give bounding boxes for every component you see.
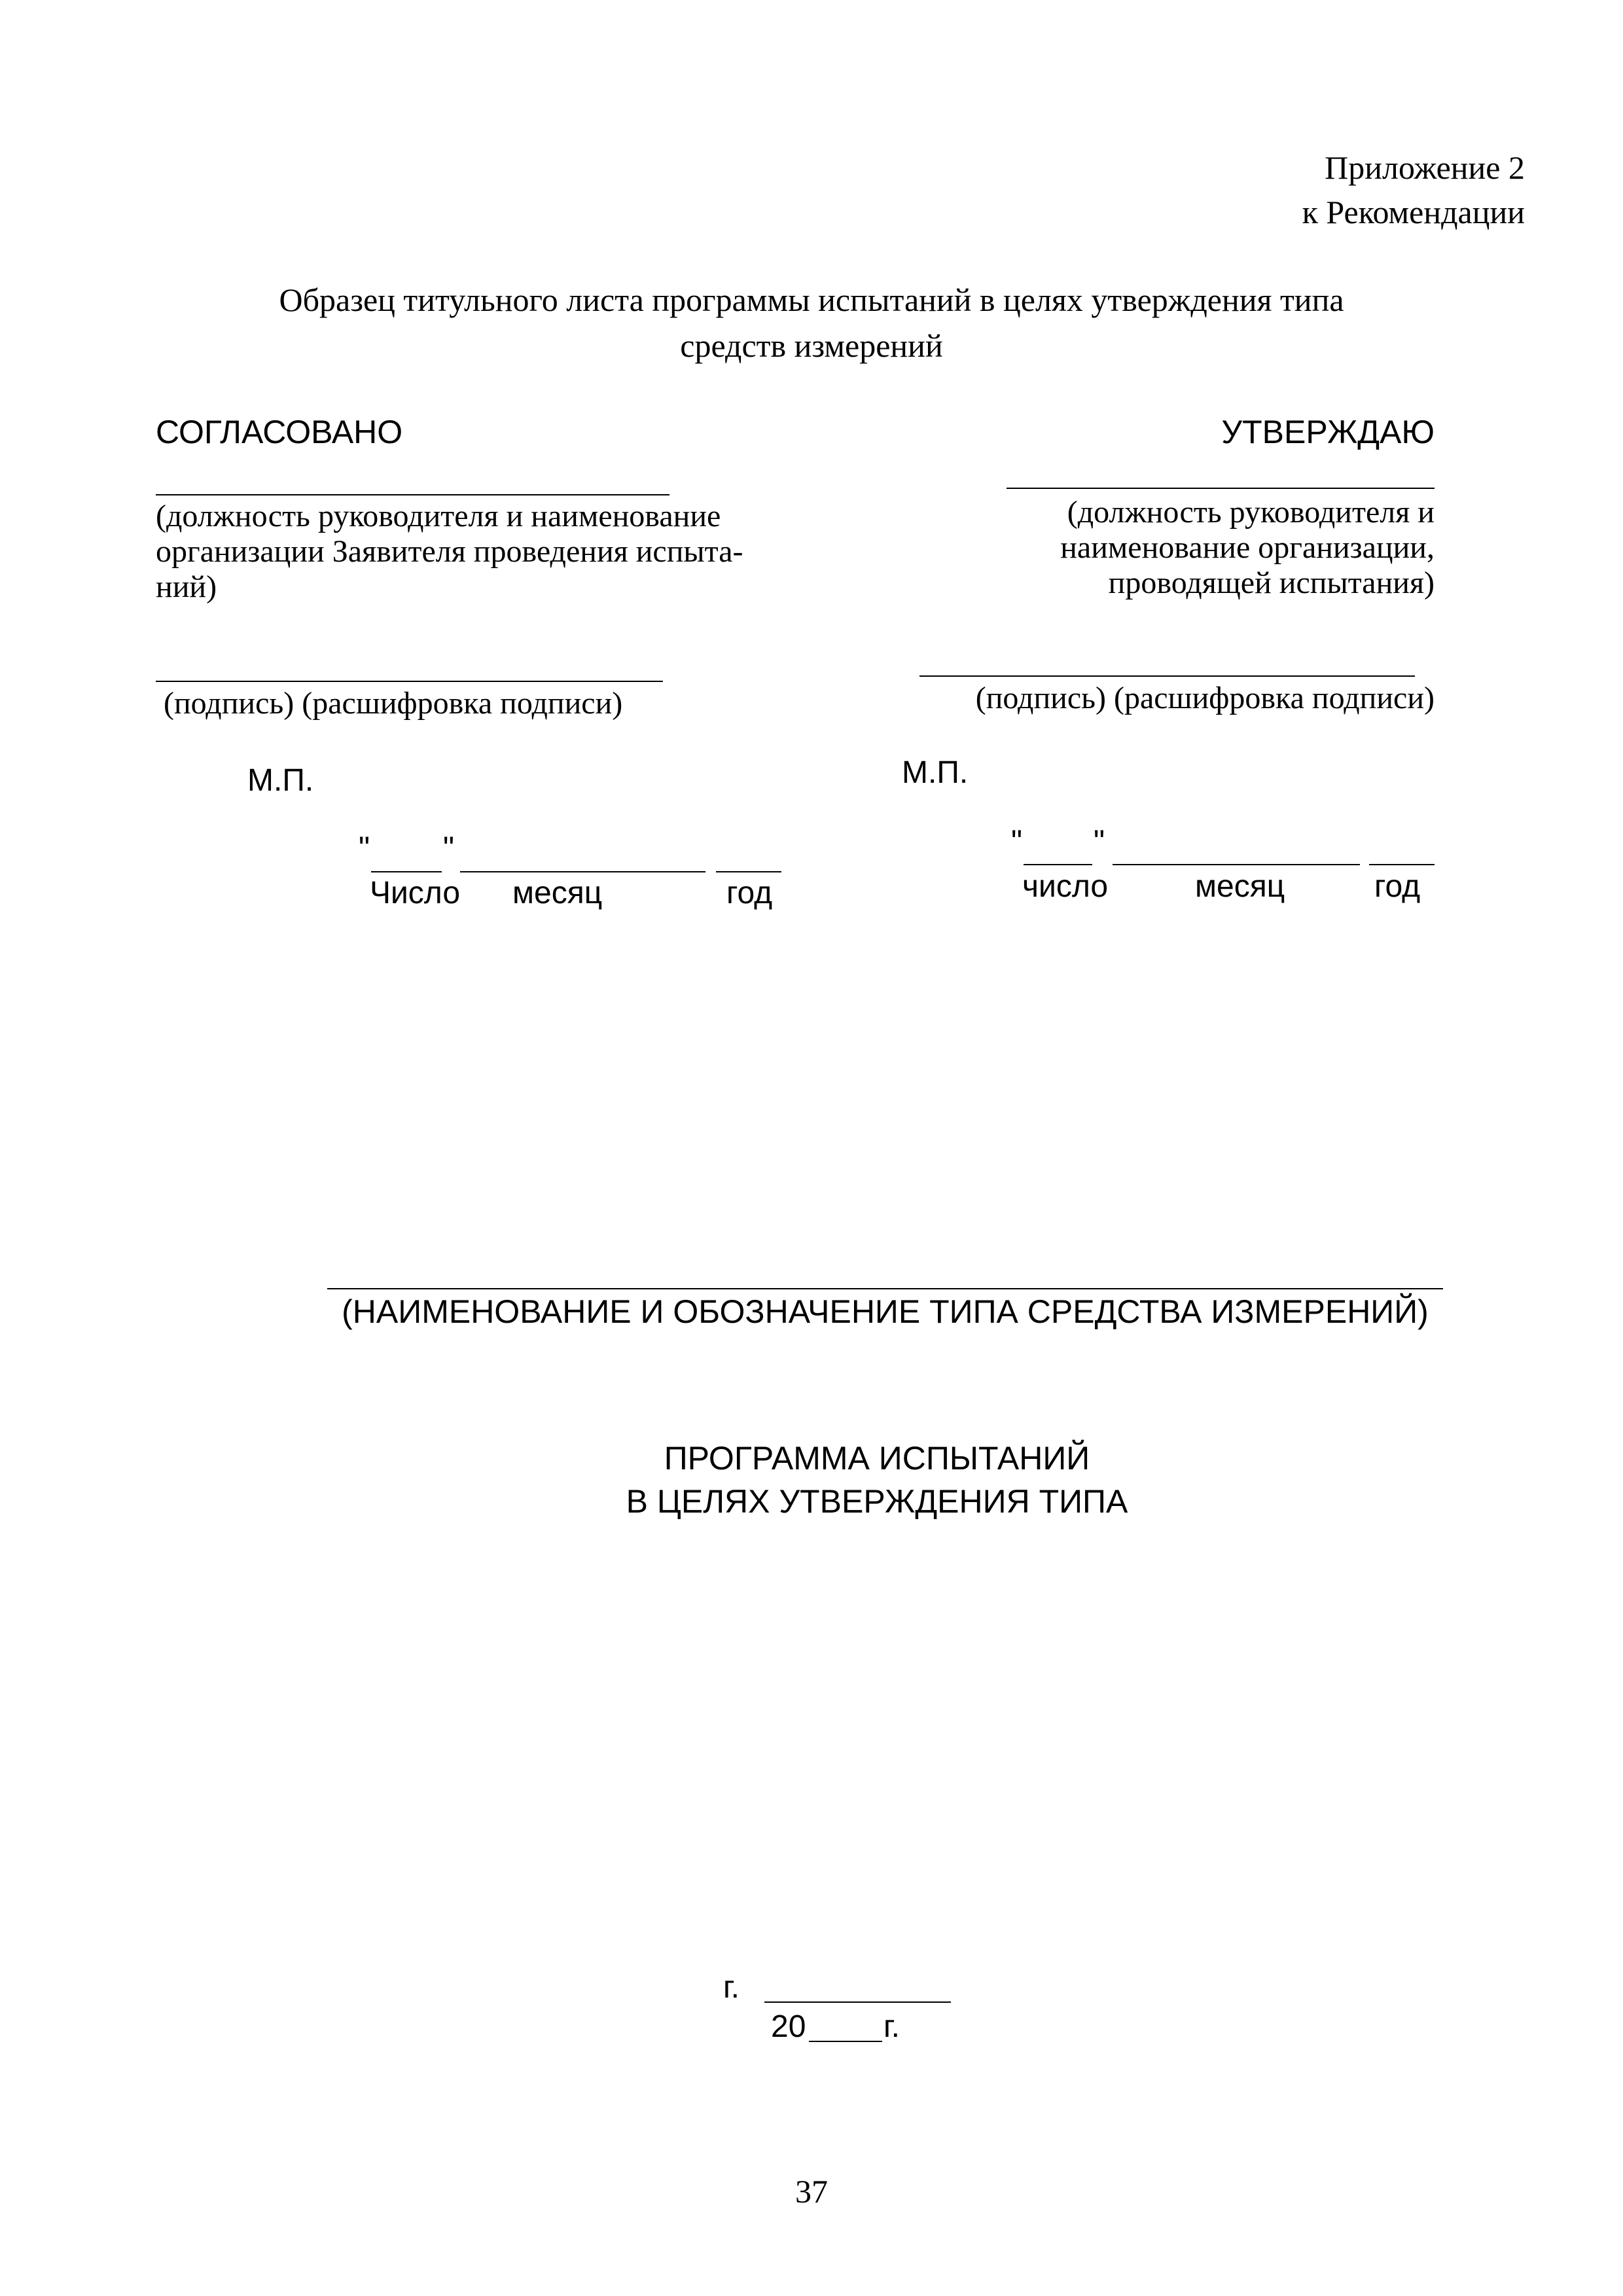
- approved-date-quote-close: ": [1094, 825, 1105, 859]
- agreed-year-label: год: [726, 876, 773, 910]
- approved-stamp-label: М.П.: [902, 755, 969, 790]
- year-suffix: г.: [883, 2009, 900, 2044]
- year-prefix: 20: [771, 2009, 806, 2044]
- agreed-position-caption-line2: организации Заявителя проведения испыта-: [156, 534, 743, 569]
- city-line: [764, 2001, 951, 2003]
- year-line: [809, 2041, 882, 2042]
- appendix-title: Приложение 2: [1325, 149, 1525, 186]
- approved-signature-caption: (подпись) (расшифровка подписи): [975, 681, 1435, 715]
- agreed-stamp-label: М.П.: [247, 763, 314, 798]
- agreed-signature-caption: (подпись) (расшифровка подписи): [164, 686, 623, 721]
- approved-position-caption-line3: проводящей испытания): [1108, 565, 1435, 600]
- agreed-month-line: [460, 871, 705, 872]
- page-number: 37: [795, 2173, 828, 2210]
- instrument-name-caption: (НАИМЕНОВАНИЕ И ОБОЗНАЧЕНИЕ ТИПА СРЕДСТВА ИЗМЕРЕНИЙ): [342, 1293, 1429, 1330]
- approved-position-caption-line2: наименование организации,: [1060, 530, 1435, 565]
- agreed-date-quote-open: ": [359, 831, 370, 866]
- approved-month-line: [1113, 864, 1360, 865]
- agreed-position-line: [156, 494, 669, 495]
- agreed-heading: СОГЛАСОВАНО: [156, 414, 403, 450]
- agreed-month-label: месяц: [512, 876, 603, 910]
- approved-position-caption-line1: (должность руководителя и: [1067, 495, 1435, 529]
- agreed-date-quote-close: ": [443, 831, 455, 866]
- agreed-signature-line: [156, 681, 663, 682]
- program-title-line2: В ЦЕЛЯХ УТВЕРЖДЕНИЯ ТИПА: [626, 1483, 1128, 1520]
- approved-day-label: число: [1022, 869, 1109, 904]
- approved-month-label: месяц: [1195, 869, 1285, 904]
- approved-signature-line: [919, 675, 1415, 677]
- program-title-line1: ПРОГРАММА ИСПЫТАНИЙ: [664, 1440, 1090, 1477]
- agreed-position-caption-line1: (должность руководителя и наименование: [156, 499, 721, 533]
- agreed-position-caption-line3: ний): [156, 569, 217, 604]
- instrument-name-line: [327, 1288, 1443, 1289]
- approved-year-label: год: [1374, 869, 1421, 904]
- approved-day-line: [1024, 864, 1092, 865]
- approved-year-line: [1369, 864, 1435, 865]
- city-prefix: г.: [723, 1970, 740, 2005]
- approved-heading: УТВЕРЖДАЮ: [1221, 414, 1435, 450]
- agreed-year-line: [716, 871, 781, 872]
- appendix-subtitle: к Рекомендации: [1302, 194, 1525, 230]
- document-caption-line2: средств измерений: [680, 327, 943, 364]
- agreed-day-line: [371, 871, 442, 872]
- agreed-day-label: Число: [370, 876, 461, 910]
- approved-position-line: [1007, 488, 1435, 489]
- document-caption-line1: Образец титульного листа программы испытаний в целях утверждения типа: [279, 281, 1344, 318]
- approved-date-quote-open: ": [1011, 825, 1023, 859]
